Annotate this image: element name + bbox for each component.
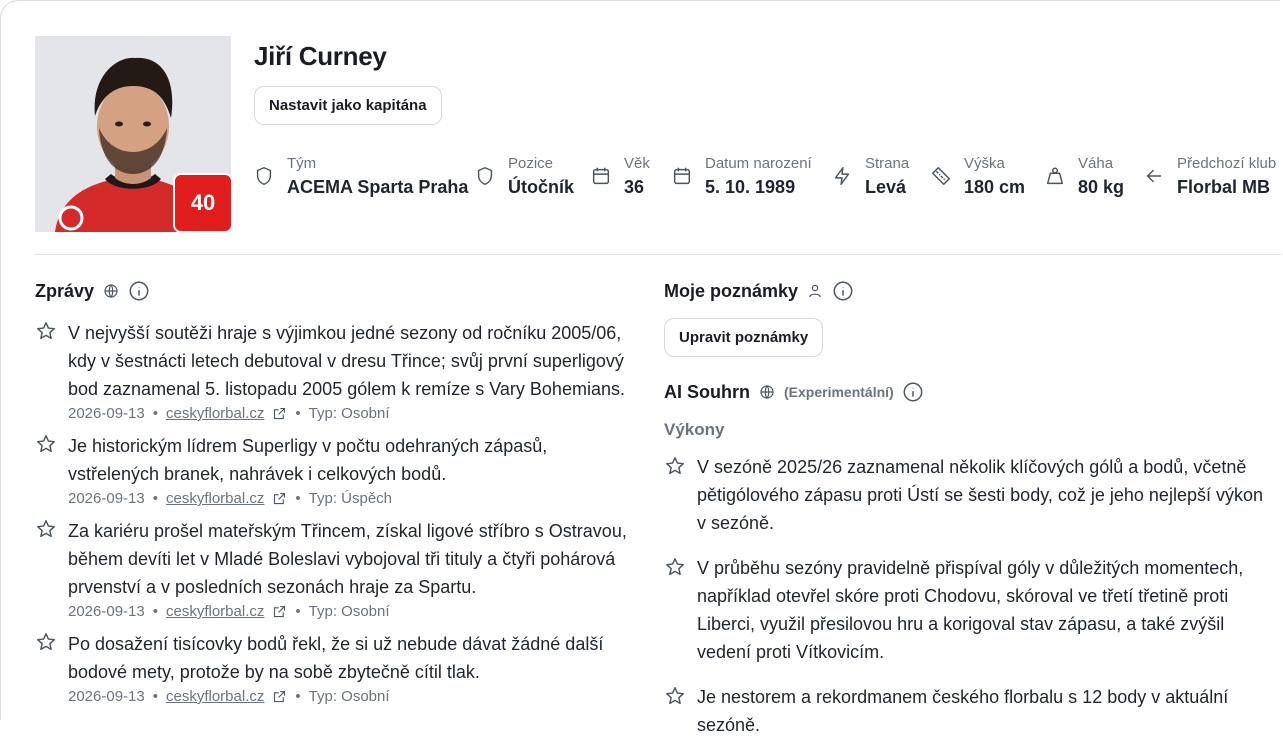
- ai-summary-text: V sezóně 2025/26 zaznamenal několik klíčových gólů a bodů, včetně pětigólového zápasu proti Ústí se šesti body, což je jeho nejlepší výkon v sezóně.: [697, 457, 1263, 533]
- shield-icon: [253, 165, 275, 187]
- stat-label: Strana: [865, 155, 910, 172]
- news-type: Typ: Osobní: [308, 603, 390, 620]
- meta-separator: •: [295, 490, 301, 507]
- meta-separator: •: [152, 405, 158, 422]
- stat-label: Váha: [1078, 155, 1114, 172]
- stat-value: Levá: [865, 177, 907, 197]
- news-date: 2026-09-13: [68, 603, 145, 620]
- weight-icon: [1044, 165, 1066, 187]
- user-icon: [806, 282, 824, 300]
- stat-value: 180 cm: [964, 177, 1026, 197]
- jersey-number-badge: 40: [173, 173, 233, 233]
- stat-label: Tým: [287, 155, 317, 172]
- meta-separator: •: [295, 688, 301, 705]
- news-list: [35, 319, 635, 705]
- news-text: Je historickým lídrem Superligy v počtu odehraných zápasů, vstřelených branek, nahrávek i celkových bodů.: [68, 436, 548, 484]
- stat-label: Předchozí klub: [1177, 155, 1277, 172]
- stat-value: 5. 10. 1989: [705, 177, 796, 197]
- info-icon[interactable]: [832, 280, 854, 302]
- ai-summary-item: [664, 554, 1264, 666]
- news-text: V nejvyšší soutěži hraje s výjimkou jedné sezony od ročníku 2005/06, kdy v šestnácti letech debutoval v dresu Třince; svůj první superligový bod zaznamenal 5. listopadu 2005 gólem k remíze s Vary Bohemians.: [68, 323, 625, 399]
- news-section-header: [35, 280, 150, 302]
- set-captain-button[interactable]: Nastavit jako kapitána: [254, 86, 442, 125]
- ai-summary-item: [664, 683, 1264, 739]
- experimental-label: (Experimentální): [784, 384, 894, 400]
- stat-value: Útočník: [508, 177, 575, 197]
- meta-separator: •: [152, 688, 158, 705]
- stat-label: Výška: [964, 155, 1005, 172]
- ai-summary-text: Je nestorem a rekordmanem českého florbalu s 12 body v aktuální sezóně.: [697, 687, 1229, 735]
- external-link-icon[interactable]: [272, 406, 287, 421]
- notes-section-header: [664, 280, 854, 302]
- star-icon[interactable]: [664, 556, 686, 578]
- star-icon[interactable]: [664, 685, 686, 707]
- stat-label: Datum narození: [705, 155, 812, 172]
- meta-separator: •: [152, 490, 158, 507]
- news-meta: [68, 405, 635, 422]
- stat-label: Věk: [624, 155, 650, 172]
- ai-summary-header: [664, 381, 924, 403]
- star-icon[interactable]: [35, 433, 57, 455]
- news-date: 2026-09-13: [68, 688, 145, 705]
- ai-summary-text: V průběhu sezóny pravidelně přispíval góly v důležitých momentech, například otevřel skóre proti Chodovu, skóroval ve třetí třetině proti Liberci, využil přesilovou hru a korigoval stav zápasu, a také zvýšil vedení proti Vítkovicím.: [697, 558, 1244, 662]
- news-item: [35, 432, 635, 507]
- meta-separator: •: [295, 603, 301, 620]
- bolt-icon: [831, 165, 853, 187]
- news-item: [35, 630, 635, 705]
- ruler-icon: [930, 165, 952, 187]
- arrow-left-icon: [1143, 165, 1165, 187]
- news-type: Typ: Osobní: [308, 405, 390, 422]
- external-link-icon[interactable]: [272, 491, 287, 506]
- globe-icon: [102, 282, 120, 300]
- star-icon[interactable]: [35, 631, 57, 653]
- shield-icon: [474, 165, 496, 187]
- stat-label: Pozice: [508, 155, 554, 172]
- calendar-icon: [671, 165, 693, 187]
- external-link-icon[interactable]: [272, 689, 287, 704]
- info-icon[interactable]: [128, 280, 150, 302]
- ai-summary-list: [664, 453, 1264, 756]
- news-title: Zprávy: [35, 280, 95, 301]
- stat-value: Florbal MB: [1177, 177, 1270, 197]
- star-icon[interactable]: [664, 455, 686, 477]
- news-meta: [68, 603, 635, 620]
- news-source-link[interactable]: ceskyflorbal.cz: [166, 405, 265, 422]
- news-meta: [68, 490, 635, 507]
- news-date: 2026-09-13: [68, 405, 145, 422]
- news-source-link[interactable]: ceskyflorbal.cz: [166, 688, 265, 705]
- edit-notes-button[interactable]: Upravit poznámky: [664, 318, 823, 357]
- star-icon[interactable]: [35, 518, 57, 540]
- info-icon[interactable]: [902, 381, 924, 403]
- header-divider: [35, 254, 1281, 255]
- news-text: Za kariéru prošel mateřským Třincem, získal ligové stříbro s Ostravou, během devíti let v Mladé Boleslavi vybojoval tři tituly a čtyři pohárová prvenství a v posledních sezonách hraje za Spartu.: [68, 521, 627, 597]
- player-name: Jiří Curney: [254, 41, 387, 71]
- news-type: Typ: Osobní: [308, 688, 390, 705]
- stat-value: 80 kg: [1078, 177, 1125, 197]
- stat-value: 36: [624, 177, 645, 197]
- ai-summary-item: [664, 453, 1264, 537]
- news-item: [35, 517, 635, 620]
- news-date: 2026-09-13: [68, 490, 145, 507]
- ai-summary-title: AI Souhrn: [664, 381, 750, 402]
- external-link-icon[interactable]: [272, 604, 287, 619]
- news-text: Po dosažení tisícovky bodů řekl, že si už nebude dávat žádné další bodové mety, protože by na sobě zbytečně cítil tlak.: [68, 634, 604, 682]
- calendar-icon: [590, 165, 612, 187]
- meta-separator: •: [152, 603, 158, 620]
- player-stats-row: [253, 155, 1283, 201]
- globe-icon: [758, 383, 776, 401]
- news-type: Typ: Úspěch: [308, 490, 393, 507]
- meta-separator: •: [295, 405, 301, 422]
- news-source-link[interactable]: ceskyflorbal.cz: [166, 490, 265, 507]
- news-source-link[interactable]: ceskyflorbal.cz: [166, 603, 265, 620]
- stat-value: ACEMA Sparta Praha: [287, 177, 469, 197]
- news-item: [35, 319, 635, 422]
- ai-summary-section-title: Výkony: [664, 420, 725, 439]
- notes-title: Moje poznámky: [664, 280, 799, 301]
- news-meta: [68, 688, 635, 705]
- star-icon[interactable]: [35, 320, 57, 342]
